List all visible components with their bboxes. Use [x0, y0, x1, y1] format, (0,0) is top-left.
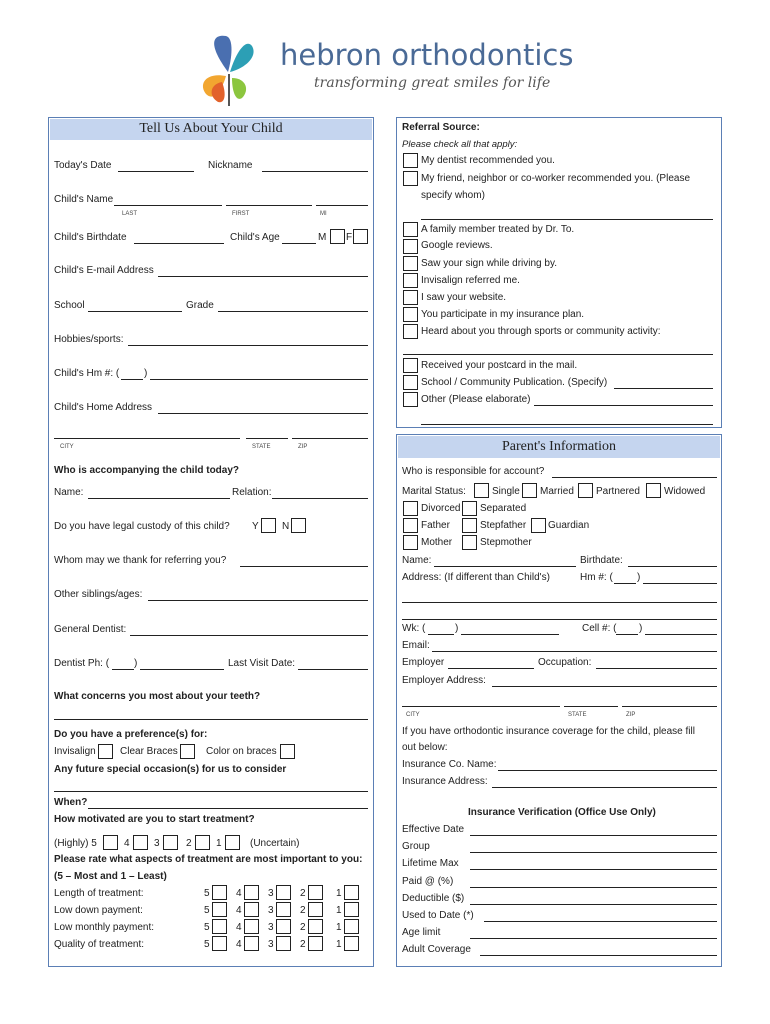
todays-date-label: Today's Date — [54, 160, 112, 171]
divorced-label: Divorced — [421, 503, 461, 514]
color-braces-label: Color on braces — [206, 746, 277, 757]
occupation-field[interactable] — [596, 668, 717, 669]
childs-name-label: Child's Name — [54, 194, 114, 205]
referral-publication-field[interactable] — [614, 388, 713, 389]
male-checkbox[interactable] — [330, 229, 345, 244]
zip-caption: ZIP — [298, 444, 308, 450]
rating-option-label: 3 — [268, 905, 274, 916]
referral-postcard-checkbox[interactable] — [403, 358, 418, 373]
lifetime-max-label: Lifetime Max — [402, 858, 459, 869]
rating-option-checkbox[interactable] — [276, 936, 291, 951]
rating-option-checkbox[interactable] — [308, 885, 323, 900]
cell-label: Cell #: ( — [582, 623, 617, 634]
female-checkbox[interactable] — [353, 229, 368, 244]
brand-name: hebron orthodontics — [280, 38, 574, 72]
accompany-name-label: Name: — [54, 487, 84, 498]
referral-sports-label: Heard about you through sports or community activity: — [421, 326, 661, 337]
separated-checkbox[interactable] — [462, 501, 477, 516]
verification-heading: Insurance Verification (Office Use Only) — [468, 807, 656, 818]
rating-option-label: 5 — [204, 905, 210, 916]
guardian-label: Guardian — [548, 520, 590, 531]
referral-sign-label: Saw your sign while driving by. — [421, 258, 557, 269]
widowed-checkbox[interactable] — [646, 483, 661, 498]
referral-sports-field[interactable] — [403, 354, 713, 355]
employer-zip-field[interactable] — [622, 706, 717, 707]
stepmother-label: Stepmother — [480, 537, 532, 548]
rating-option-label: 2 — [300, 905, 306, 916]
referral-instruction: Please check all that apply: — [402, 139, 518, 150]
home-address-field[interactable] — [158, 413, 368, 414]
referral-other-checkbox[interactable] — [403, 392, 418, 407]
employer-address-label: Employer Address: — [402, 675, 486, 686]
group-field[interactable] — [470, 852, 717, 853]
effective-date-field[interactable] — [470, 835, 717, 836]
insurance-note-2: out below: — [402, 742, 448, 753]
city-field[interactable] — [54, 438, 240, 439]
motivated-highly-label: (Highly) 5 — [54, 838, 97, 849]
rating-option-label: 5 — [204, 888, 210, 899]
rating-option-checkbox[interactable] — [276, 885, 291, 900]
rating-option-checkbox[interactable] — [308, 902, 323, 917]
referral-dentist-checkbox[interactable] — [403, 153, 418, 168]
zip-field[interactable] — [292, 438, 368, 439]
child-hm-paren: ) — [144, 368, 148, 379]
referral-other-field[interactable] — [534, 405, 713, 406]
rating-option-label: 4 — [236, 939, 242, 950]
deductible-label: Deductible ($) — [402, 893, 465, 904]
parent-birthdate-label: Birthdate: — [580, 555, 623, 566]
adult-coverage-field[interactable] — [480, 955, 717, 956]
marital-label: Marital Status: — [402, 486, 466, 497]
motivated-3-checkbox[interactable] — [163, 835, 178, 850]
married-label: Married — [540, 486, 574, 497]
nickname-field[interactable] — [262, 171, 368, 172]
parent-address-label: Address: (If different than Child's) — [402, 572, 550, 583]
dentist-field[interactable] — [130, 635, 368, 636]
age-field[interactable] — [282, 243, 316, 244]
motivated-3-label: 3 — [154, 838, 160, 849]
hobbies-label: Hobbies/sports: — [54, 334, 124, 345]
wk-field[interactable] — [461, 634, 559, 635]
grade-label: Grade — [186, 300, 214, 311]
last-visit-field[interactable] — [298, 669, 368, 670]
child-hm-label: Child's Hm #: ( — [54, 368, 120, 379]
referring-label: Whom may we thank for referring you? — [54, 555, 227, 566]
motivated-2-label: 2 — [186, 838, 192, 849]
age-limit-label: Age limit — [402, 927, 441, 938]
school-label: School — [54, 300, 85, 311]
last-caption: LAST — [122, 211, 138, 217]
referral-friend-specify: specify whom) — [421, 190, 485, 201]
mother-label: Mother — [421, 537, 453, 548]
employer-state-caption: STATE — [568, 712, 587, 718]
employer-zip-caption: ZIP — [626, 712, 636, 718]
occasion-heading: Any future special occasion(s) for us to consider — [54, 764, 287, 775]
ins-name-label: Insurance Co. Name: — [402, 759, 497, 770]
age-limit-field[interactable] — [470, 938, 717, 939]
dentist-ph-field[interactable] — [140, 669, 224, 670]
color-braces-checkbox[interactable] — [280, 744, 295, 759]
rating-option-checkbox[interactable] — [244, 936, 259, 951]
employer-field[interactable] — [448, 668, 534, 669]
single-label: Single — [492, 486, 520, 497]
referral-title: Referral Source: — [402, 122, 480, 133]
email-field[interactable] — [158, 276, 368, 277]
preference-heading: Do you have a preference(s) for: — [54, 729, 208, 740]
rating-option-checkbox[interactable] — [344, 902, 359, 917]
wk-area-field[interactable] — [428, 634, 454, 635]
rating-option-checkbox[interactable] — [212, 936, 227, 951]
dentist-ph-label: Dentist Ph: ( — [54, 658, 110, 669]
referral-friend-checkbox[interactable] — [403, 171, 418, 186]
rating-option-checkbox[interactable] — [344, 919, 359, 934]
ins-name-field[interactable] — [498, 770, 717, 771]
state-field[interactable] — [246, 438, 288, 439]
parent-hm-area-field[interactable] — [614, 583, 636, 584]
referral-other-field-2[interactable] — [421, 424, 713, 425]
rating-option-label: 3 — [268, 922, 274, 933]
rating-option-checkbox[interactable] — [308, 936, 323, 951]
referral-insurance-label: You participate in my insurance plan. — [421, 309, 585, 320]
rating-option-label: 3 — [268, 939, 274, 950]
partnered-checkbox[interactable] — [578, 483, 593, 498]
invisalign-checkbox[interactable] — [98, 744, 113, 759]
custody-yes-label: Y — [252, 521, 259, 532]
occasion-field[interactable] — [54, 791, 368, 792]
rating-option-label: 4 — [236, 905, 242, 916]
motivated-1-checkbox[interactable] — [225, 835, 240, 850]
referral-dentist-label: My dentist recommended you. — [421, 155, 555, 166]
referral-website-checkbox[interactable] — [403, 290, 418, 305]
referral-invisalign-label: Invisalign referred me. — [421, 275, 520, 286]
referring-field[interactable] — [240, 566, 368, 567]
employer-address-field[interactable] — [492, 686, 717, 687]
nickname-label: Nickname — [208, 160, 253, 171]
paid-label: Paid @ (%) — [402, 876, 454, 887]
parent-address-field-1[interactable] — [402, 602, 717, 603]
dentist-ph-area-field[interactable] — [112, 669, 134, 670]
invisalign-label: Invisalign — [54, 746, 96, 757]
deductible-field[interactable] — [470, 904, 717, 905]
rating-option-label: 1 — [336, 905, 342, 916]
father-checkbox[interactable] — [403, 518, 418, 533]
brand-tagline: transforming great smiles for life — [314, 75, 551, 91]
referral-google-label: Google reviews. — [421, 240, 493, 251]
motivated-1-label: 1 — [216, 838, 222, 849]
widowed-label: Widowed — [664, 486, 706, 497]
adult-coverage-label: Adult Coverage — [402, 944, 471, 955]
divorced-checkbox[interactable] — [403, 501, 418, 516]
custody-label: Do you have legal custody of this child? — [54, 521, 230, 532]
rating-option-checkbox[interactable] — [212, 919, 227, 934]
parent-name-field[interactable] — [434, 566, 576, 567]
concerns-field[interactable] — [54, 719, 368, 720]
custody-no-checkbox[interactable] — [291, 518, 306, 533]
separated-label: Separated — [480, 503, 527, 514]
when-field[interactable] — [88, 808, 368, 809]
relation-field[interactable] — [272, 498, 368, 499]
clear-braces-checkbox[interactable] — [180, 744, 195, 759]
wk-label: Wk: ( — [402, 623, 426, 634]
motivated-4-label: 4 — [124, 838, 130, 849]
father-label: Father — [421, 520, 450, 531]
cell-field[interactable] — [645, 634, 717, 635]
used-to-date-label: Used to Date (*) — [402, 910, 474, 921]
rating-label: Low monthly payment: — [54, 922, 155, 933]
age-label: Child's Age — [230, 232, 280, 243]
male-label: M — [318, 232, 327, 243]
female-label: F — [346, 232, 353, 243]
stepfather-label: Stepfather — [480, 520, 527, 531]
rating-option-checkbox[interactable] — [344, 885, 359, 900]
rating-option-checkbox[interactable] — [244, 919, 259, 934]
accompanying-heading: Who is accompanying the child today? — [54, 465, 240, 476]
group-label: Group — [402, 841, 430, 852]
rating-option-checkbox[interactable] — [276, 919, 291, 934]
referral-friend-label: My friend, neighbor or co-worker recommended you. (Please — [421, 173, 691, 184]
rating-label: Length of treatment: — [54, 888, 144, 899]
rating-option-label: 2 — [300, 888, 306, 899]
guardian-checkbox[interactable] — [531, 518, 546, 533]
parent-name-label: Name: — [402, 555, 432, 566]
cell-paren: ) — [639, 623, 643, 634]
referral-friend-field[interactable] — [421, 219, 713, 220]
rating-option-label: 3 — [268, 888, 274, 899]
school-field[interactable] — [88, 311, 182, 312]
parent-hm-field[interactable] — [643, 583, 717, 584]
last-visit-label: Last Visit Date: — [228, 658, 296, 669]
referral-publication-checkbox[interactable] — [403, 375, 418, 390]
used-to-date-field[interactable] — [484, 921, 717, 922]
referral-publication-label: School / Community Publication. (Specify) — [421, 377, 608, 388]
motivated-4-checkbox[interactable] — [133, 835, 148, 850]
rating-option-checkbox[interactable] — [276, 902, 291, 917]
employer-city-caption: CITY — [406, 712, 420, 718]
parent-hm-label: Hm #: ( — [580, 572, 613, 583]
child-hm-field[interactable] — [150, 379, 368, 380]
referral-family-label: A family member treated by Dr. To. — [421, 224, 575, 235]
rating-option-label: 5 — [204, 939, 210, 950]
rating-option-checkbox[interactable] — [244, 902, 259, 917]
rating-option-label: 4 — [236, 922, 242, 933]
ins-address-field[interactable] — [492, 787, 717, 788]
rating-option-label: 1 — [336, 888, 342, 899]
rating-option-checkbox[interactable] — [212, 885, 227, 900]
birthdate-label: Child's Birthdate — [54, 232, 127, 243]
rating-option-checkbox[interactable] — [308, 919, 323, 934]
rating-option-label: 2 — [300, 922, 306, 933]
rating-option-checkbox[interactable] — [244, 885, 259, 900]
butterfly-logo-icon — [196, 32, 266, 106]
employer-city-field[interactable] — [402, 706, 560, 707]
rating-option-checkbox[interactable] — [344, 936, 359, 951]
parent-address-field-2[interactable] — [402, 619, 717, 620]
mi-caption: MI — [320, 211, 327, 217]
partnered-label: Partnered — [596, 486, 640, 497]
state-caption: STATE — [252, 444, 271, 450]
motivated-5-checkbox[interactable] — [103, 835, 118, 850]
stepfather-checkbox[interactable] — [462, 518, 477, 533]
referral-insurance-checkbox[interactable] — [403, 307, 418, 322]
relation-label: Relation: — [232, 487, 272, 498]
todays-date-field[interactable] — [118, 171, 194, 172]
siblings-field[interactable] — [148, 600, 368, 601]
dentist-label: General Dentist: — [54, 624, 127, 635]
referral-invisalign-checkbox[interactable] — [403, 273, 418, 288]
city-caption: CITY — [60, 444, 74, 450]
parent-info-title: Parent's Information — [398, 436, 720, 458]
rating-label: Low down payment: — [54, 905, 143, 916]
referral-family-checkbox[interactable] — [403, 222, 418, 237]
parent-email-label: Email: — [402, 640, 430, 651]
concerns-heading: What concerns you most about your teeth? — [54, 691, 261, 702]
referral-sign-checkbox[interactable] — [403, 256, 418, 271]
parent-email-field[interactable] — [432, 651, 717, 652]
mi-field[interactable] — [316, 205, 368, 206]
child-hm-area-field[interactable] — [121, 379, 143, 380]
email-label: Child's E-mail Address — [54, 265, 154, 276]
rate-scale: (5 – Most and 1 – Least) — [54, 871, 167, 882]
responsible-label: Who is responsible for account? — [402, 466, 545, 477]
accompany-name-field[interactable] — [88, 498, 230, 499]
rating-option-label: 1 — [336, 922, 342, 933]
rating-label: Quality of treatment: — [54, 939, 145, 950]
when-heading: When? — [54, 797, 88, 808]
mother-checkbox[interactable] — [403, 535, 418, 550]
motivated-heading: How motivated are you to start treatment? — [54, 814, 255, 825]
employer-label: Employer — [402, 657, 445, 668]
parent-birthdate-field[interactable] — [628, 566, 717, 567]
home-address-label: Child's Home Address — [54, 402, 153, 413]
first-name-field[interactable] — [226, 205, 312, 206]
rating-option-label: 5 — [204, 922, 210, 933]
ins-address-label: Insurance Address: — [402, 776, 488, 787]
rating-option-label: 1 — [336, 939, 342, 950]
effective-date-label: Effective Date — [402, 824, 465, 835]
grade-field[interactable] — [218, 311, 368, 312]
siblings-label: Other siblings/ages: — [54, 589, 143, 600]
rating-option-label: 4 — [236, 888, 242, 899]
referral-google-checkbox[interactable] — [403, 239, 418, 254]
motivated-uncertain-label: (Uncertain) — [250, 838, 300, 849]
hobbies-field[interactable] — [128, 345, 368, 346]
motivated-2-checkbox[interactable] — [195, 835, 210, 850]
stepmother-checkbox[interactable] — [462, 535, 477, 550]
referral-sports-checkbox[interactable] — [403, 324, 418, 339]
rating-option-label: 2 — [300, 939, 306, 950]
occupation-label: Occupation: — [538, 657, 592, 668]
referral-postcard-label: Received your postcard in the mail. — [421, 360, 578, 371]
dentist-ph-paren: ) — [134, 658, 138, 669]
birthdate-field[interactable] — [134, 243, 224, 244]
wk-paren: ) — [455, 623, 459, 634]
referral-website-label: I saw your website. — [421, 292, 507, 303]
rating-option-checkbox[interactable] — [212, 902, 227, 917]
insurance-note-1: If you have orthodontic insurance coverage for the child, please fill — [402, 726, 695, 737]
lifetime-max-field[interactable] — [470, 869, 717, 870]
child-info-title: Tell Us About Your Child — [50, 119, 372, 140]
responsible-field[interactable] — [552, 477, 717, 478]
rate-heading: Please rate what aspects of treatment are most important to you: — [54, 854, 363, 865]
clear-braces-label: Clear Braces — [120, 746, 178, 757]
employer-state-field[interactable] — [564, 706, 618, 707]
paid-field[interactable] — [470, 887, 717, 888]
referral-other-label: Other (Please elaborate) — [421, 394, 531, 405]
single-checkbox[interactable] — [474, 483, 489, 498]
custody-yes-checkbox[interactable] — [261, 518, 276, 533]
parent-hm-paren: ) — [637, 572, 641, 583]
cell-area-field[interactable] — [616, 634, 638, 635]
married-checkbox[interactable] — [522, 483, 537, 498]
last-name-field[interactable] — [114, 205, 222, 206]
first-caption: FIRST — [232, 211, 250, 217]
custody-no-label: N — [282, 521, 290, 532]
